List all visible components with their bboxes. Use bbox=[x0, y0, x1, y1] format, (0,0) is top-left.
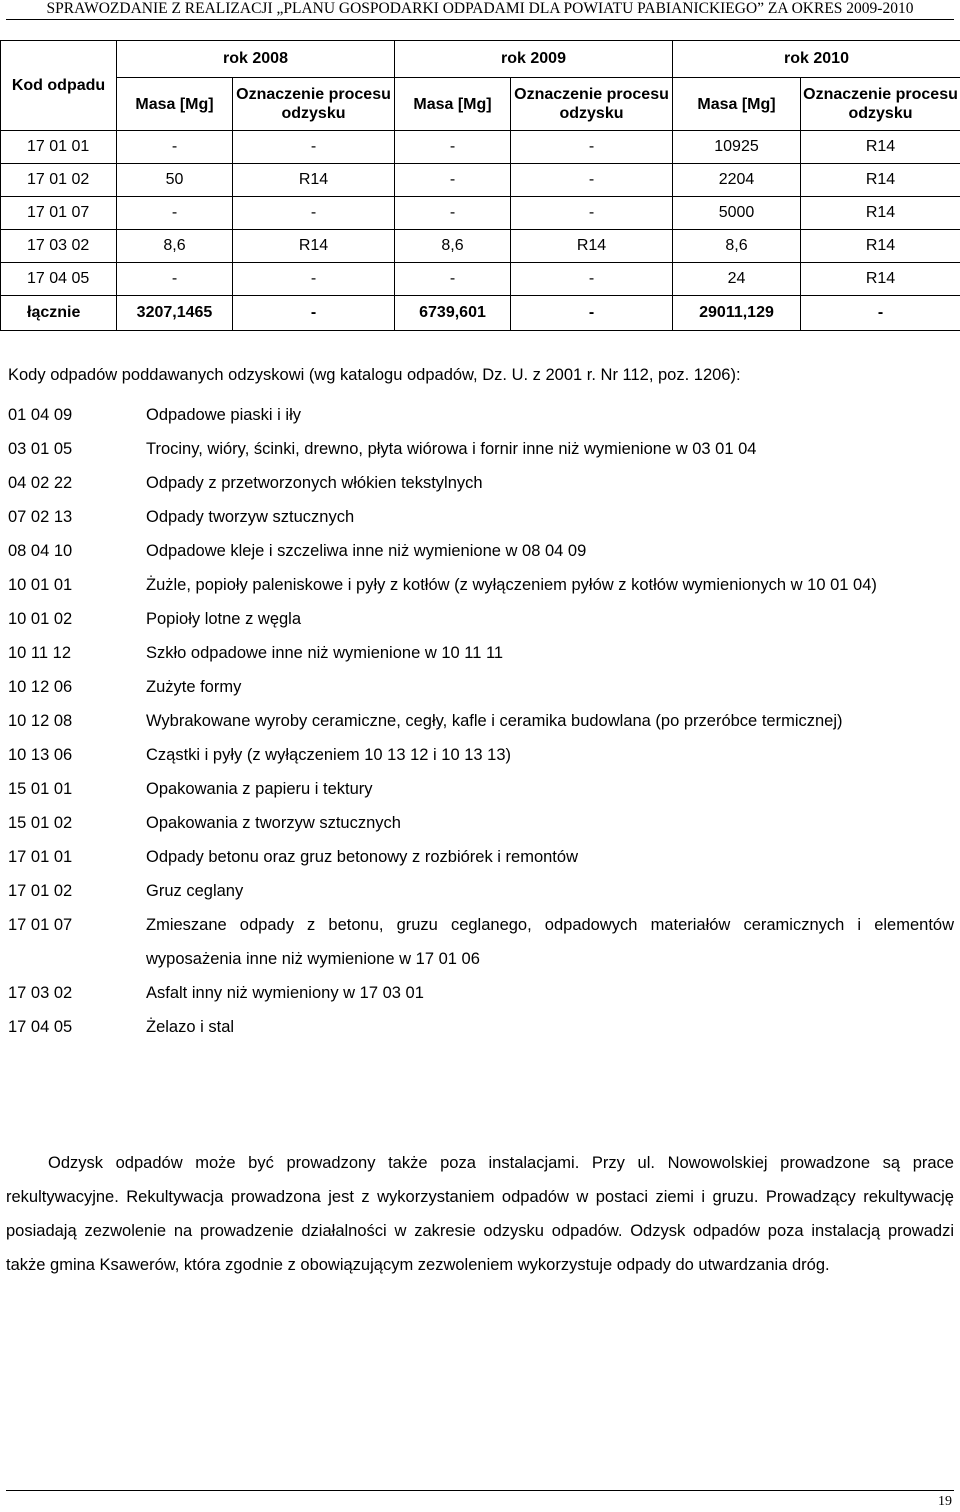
table-cell: - bbox=[395, 263, 511, 296]
col-header-process: Oznaczenie procesu odzysku bbox=[233, 78, 395, 131]
waste-description: Wybrakowane wyroby ceramiczne, cegły, kafle i ceramika budowlana (po przeróbce termicznej) bbox=[146, 712, 843, 730]
waste-description: Żużle, popioły paleniskowe i pyły z kotłów (z wyłączeniem pyłów z kotłów wymienionych w 10 01 04) bbox=[146, 576, 877, 594]
waste-code: 07 02 13 bbox=[8, 508, 73, 526]
table-cell: - bbox=[511, 263, 673, 296]
waste-description: Gruz ceglany bbox=[146, 882, 244, 900]
table-cell: 24 bbox=[673, 263, 801, 296]
col-header-code: Kod odpadu bbox=[1, 41, 117, 131]
waste-code: 17 01 01 bbox=[8, 848, 73, 866]
waste-code: 10 12 06 bbox=[8, 678, 73, 696]
waste-code: 17 04 05 bbox=[8, 1018, 73, 1036]
table-row bbox=[1, 230, 960, 263]
table-cell: 50 bbox=[117, 164, 233, 197]
table-cell: R14 bbox=[801, 230, 960, 263]
table-cell-total: - bbox=[511, 296, 673, 331]
footer-divider bbox=[6, 1490, 954, 1491]
table-cell: R14 bbox=[801, 197, 960, 230]
col-header-year-2008: rok 2008 bbox=[117, 41, 395, 78]
list-item bbox=[0, 670, 960, 704]
waste-codes-list bbox=[0, 398, 960, 1044]
table-cell: 8,6 bbox=[395, 230, 511, 263]
list-item bbox=[0, 568, 960, 602]
table-cell-code: 17 01 07 bbox=[1, 197, 117, 230]
header-title: SPRAWOZDANIE Z REALIZACJI „PLANU GOSPODARKI ODPADAMI DLA POWIATU PABIANICKIEGO” ZA OKRES 2009-2010 bbox=[46, 0, 914, 17]
table-cell: - bbox=[511, 197, 673, 230]
table-cell: R14 bbox=[233, 164, 395, 197]
col-header-mass: Masa [Mg] bbox=[117, 78, 233, 131]
table-cell: - bbox=[511, 131, 673, 164]
waste-description: Żelazo i stal bbox=[146, 1018, 235, 1036]
col-header-mass: Masa [Mg] bbox=[673, 78, 801, 131]
table-cell: - bbox=[117, 131, 233, 164]
table-cell: R14 bbox=[511, 230, 673, 263]
table-cell-total: 29011,129 bbox=[673, 296, 801, 331]
waste-code: 17 03 02 bbox=[8, 984, 73, 1002]
waste-description: Odpadowe piaski i iły bbox=[146, 406, 301, 424]
waste-description: Odpadowe kleje i szczeliwa inne niż wymienione w 08 04 09 bbox=[146, 542, 587, 560]
waste-code: 04 02 22 bbox=[8, 474, 73, 492]
waste-code: 03 01 05 bbox=[8, 440, 73, 458]
table-cell-total: - bbox=[233, 296, 395, 331]
table-total-row bbox=[1, 296, 960, 331]
waste-description: Opakowania z papieru i tektury bbox=[146, 780, 373, 798]
header-divider bbox=[6, 19, 954, 20]
table-header-row-sub bbox=[1, 78, 960, 131]
waste-code: 10 12 08 bbox=[8, 712, 73, 730]
table-cell: R14 bbox=[801, 263, 960, 296]
table-row bbox=[1, 131, 960, 164]
col-header-year-2010: rok 2010 bbox=[673, 41, 960, 78]
page-number: 19 bbox=[938, 1494, 952, 1509]
col-header-year-2009: rok 2009 bbox=[395, 41, 673, 78]
list-item bbox=[0, 704, 960, 738]
list-item bbox=[0, 602, 960, 636]
list-item bbox=[0, 840, 960, 874]
col-header-mass: Masa [Mg] bbox=[395, 78, 511, 131]
waste-description: Odpady betonu oraz gruz betonowy z rozbiórek i remontów bbox=[146, 848, 578, 866]
col-header-process: Oznaczenie procesu odzysku bbox=[511, 78, 673, 131]
waste-description: Popioły lotne z węgla bbox=[146, 610, 302, 628]
waste-description: Cząstki i pyły (z wyłączeniem 10 13 12 i 10 13 13) bbox=[146, 746, 511, 764]
running-header bbox=[0, 0, 960, 28]
table-cell: - bbox=[395, 164, 511, 197]
list-item bbox=[0, 976, 960, 1010]
table-cell-total: 3207,1465 bbox=[117, 296, 233, 331]
table-cell: R14 bbox=[233, 230, 395, 263]
waste-description: Odpady z przetworzonych włókien tekstylnych bbox=[146, 474, 483, 492]
recovery-paragraph bbox=[6, 1146, 954, 1282]
list-item bbox=[0, 806, 960, 840]
list-item bbox=[0, 500, 960, 534]
table-cell-code: 17 03 02 bbox=[1, 230, 117, 263]
list-item bbox=[0, 534, 960, 568]
table-cell: - bbox=[395, 197, 511, 230]
list-item bbox=[0, 432, 960, 466]
table-row bbox=[1, 263, 960, 296]
paragraph-text: Odzysk odpadów może być prowadzony także poza instalacjami. Przy ul. Nowowolskiej prowadzone są prace rekultywacyjne. Rekultywacja prowadzona jest z wykorzystaniem odpadów w postaci ziemi i gruzu. Prowadzący rekultywację posiadają zezwolenie na prowadzenie działalności w zakresie odzysku odpadów. Odzysk odpadów poza instalacją prowadzi także gmina Ksawerów, która zgodnie z obowiązującym zezwoleniem wykorzystuje odpady do utwardzania dróg. bbox=[6, 1154, 954, 1274]
waste-code: 15 01 02 bbox=[8, 814, 73, 832]
table-cell-total: - bbox=[801, 296, 960, 331]
waste-description: Zużyte formy bbox=[146, 678, 242, 696]
list-item bbox=[0, 908, 960, 976]
waste-code: 01 04 09 bbox=[8, 406, 73, 424]
waste-description: Zmieszane odpady z betonu, gruzu ceglanego, odpadowych materiałów ceramicznych i elementów wyposażenia inne niż wymienione w 17 01 06 bbox=[146, 916, 954, 968]
waste-code: 17 01 02 bbox=[8, 882, 73, 900]
table-cell: R14 bbox=[801, 131, 960, 164]
list-item bbox=[0, 466, 960, 500]
list-item bbox=[0, 772, 960, 806]
recovery-table bbox=[0, 40, 960, 331]
waste-description: Trociny, wióry, ścinki, drewno, płyta wiórowa i fornir inne niż wymienione w 03 01 04 bbox=[146, 440, 757, 458]
waste-description: Odpady tworzyw sztucznych bbox=[146, 508, 355, 526]
table-cell: 10925 bbox=[673, 131, 801, 164]
waste-code: 10 01 01 bbox=[8, 576, 73, 594]
table-header-row-years bbox=[1, 41, 960, 78]
table-cell: R14 bbox=[801, 164, 960, 197]
table-cell-total-label: łącznie bbox=[1, 296, 117, 331]
waste-code: 10 01 02 bbox=[8, 610, 73, 628]
waste-code: 15 01 01 bbox=[8, 780, 73, 798]
table-row bbox=[1, 197, 960, 230]
list-item bbox=[0, 1010, 960, 1044]
waste-description: Szkło odpadowe inne niż wymienione w 10 11 11 bbox=[146, 644, 504, 662]
table-cell: - bbox=[117, 263, 233, 296]
table-cell: 2204 bbox=[673, 164, 801, 197]
table-cell-code: 17 01 02 bbox=[1, 164, 117, 197]
table-row bbox=[1, 164, 960, 197]
list-item bbox=[0, 636, 960, 670]
list-item bbox=[0, 398, 960, 432]
table-cell: - bbox=[395, 131, 511, 164]
codes-heading: Kody odpadów poddawanych odzyskowi (wg katalogu odpadów, Dz. U. z 2001 r. Nr 112, poz. 1206): bbox=[8, 366, 741, 384]
list-item bbox=[0, 738, 960, 772]
waste-description: Asfalt inny niż wymieniony w 17 03 01 bbox=[146, 984, 424, 1002]
table-cell: 8,6 bbox=[673, 230, 801, 263]
list-item bbox=[0, 874, 960, 908]
table-cell-code: 17 04 05 bbox=[1, 263, 117, 296]
waste-code: 17 01 07 bbox=[8, 916, 73, 934]
waste-code: 10 13 06 bbox=[8, 746, 73, 764]
waste-description: Opakowania z tworzyw sztucznych bbox=[146, 814, 401, 832]
table-cell: - bbox=[511, 164, 673, 197]
table-cell-total: 6739,601 bbox=[395, 296, 511, 331]
table-cell: - bbox=[233, 263, 395, 296]
table-cell: - bbox=[233, 197, 395, 230]
table-cell: 5000 bbox=[673, 197, 801, 230]
table-cell: - bbox=[233, 131, 395, 164]
waste-code: 08 04 10 bbox=[8, 542, 73, 560]
waste-code: 10 11 12 bbox=[8, 644, 72, 662]
col-header-process: Oznaczenie procesu odzysku bbox=[801, 78, 960, 131]
table-cell: - bbox=[117, 197, 233, 230]
table-cell-code: 17 01 01 bbox=[1, 131, 117, 164]
table-cell: 8,6 bbox=[117, 230, 233, 263]
